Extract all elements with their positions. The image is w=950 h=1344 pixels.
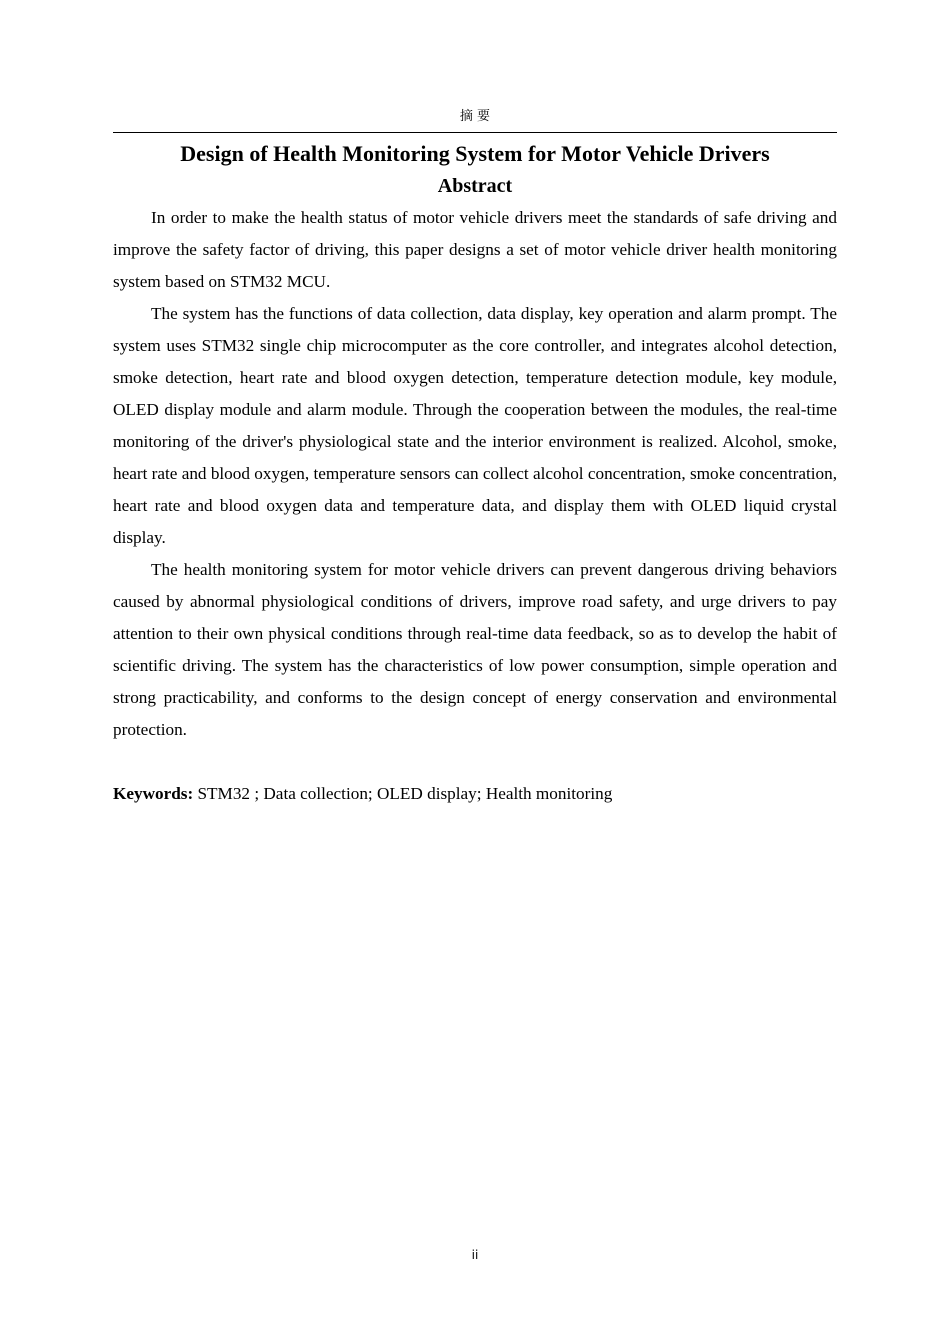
keywords-label: Keywords: [113,784,194,803]
abstract-heading: Abstract [437,175,513,197]
abstract-paragraph: The system has the functions of data collection, data display, key operation and alarm prompt. The system uses STM32 single chip microcomputer as the core controller, and integrates alcohol detection, smoke detection, heart rate and blood oxygen detection, temperature detection module, key module, OLED display module and alarm module. Through the cooperation between the modules, the real-time monitoring of the driver's physiological state and the interior environment is realized. Alcohol, smoke, heart rate and blood oxygen, temperature sensors can collect alcohol concentration, smoke concentration, heart rate and blood oxygen data and temperature data, and display them with OLED liquid crystal display. [113,304,837,547]
keywords-text: STM32 ; Data collection; OLED display; Health monitoring [197,784,613,803]
running-header: 摘 要 [459,109,491,124]
abstract-paragraph: In order to make the health status of motor vehicle drivers meet the standards of safe driving and improve the safety factor of driving, this paper designs a set of motor vehicle driver health monitoring system based on STM32 MCU. [113,208,837,291]
abstract-content [113,138,837,810]
header-divider [113,132,837,133]
page-number: ii [471,1248,479,1262]
paper-title: Design of Health Monitoring System for Motor Vehicle Drivers [180,141,770,166]
abstract-paragraph: The health monitoring system for motor vehicle drivers can prevent dangerous driving behaviors caused by abnormal physiological conditions of drivers, improve road safety, and urge drivers to pay attention to their own physical conditions through real-time data feedback, so as to develop the habit of scientific driving. The system has the characteristics of low power consumption, simple operation and strong practicability, and conforms to the design concept of energy conservation and environmental protection. [113,560,837,739]
keywords-line [113,778,837,810]
